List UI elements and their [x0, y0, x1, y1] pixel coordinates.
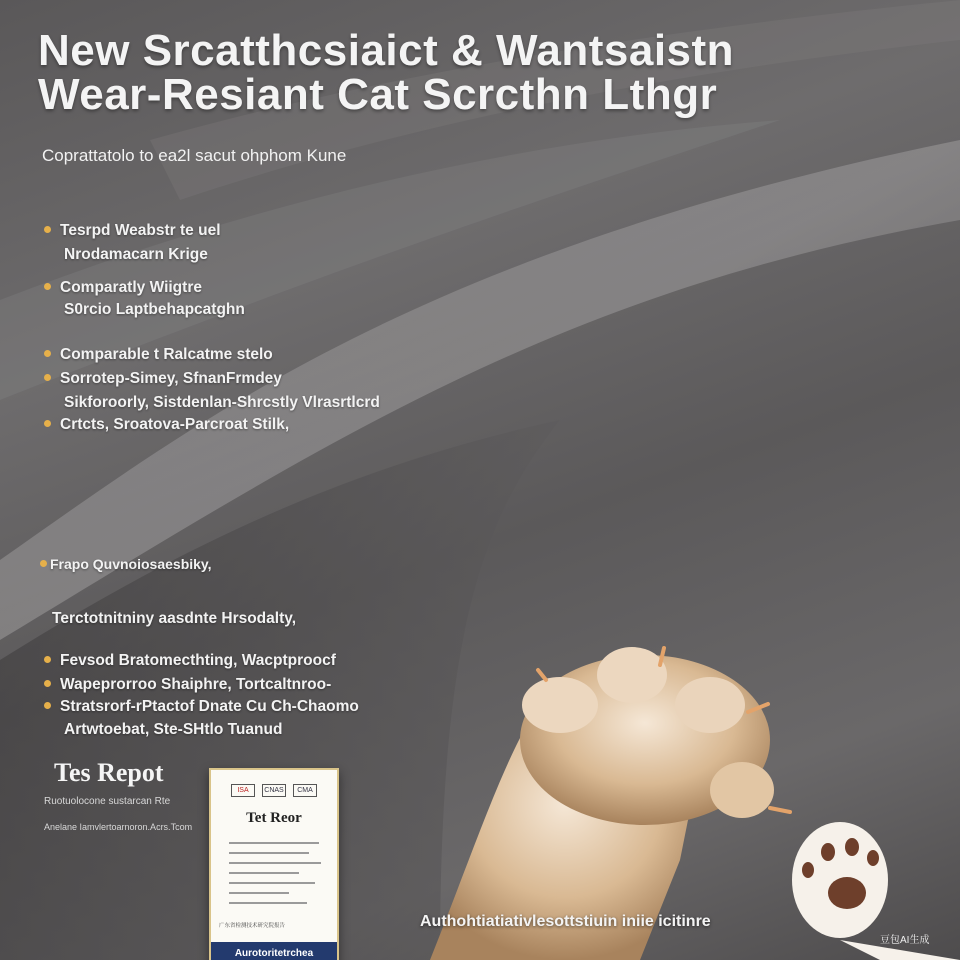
certificate-logo: CMA — [293, 784, 317, 797]
bullet-icon — [40, 560, 47, 567]
certificate-band: Aurotoritetrchea — [211, 942, 337, 960]
feature-item: Crtcts, Sroatova-Parcroat Stilk, — [44, 416, 289, 434]
headline-line-2: Wear-Resiant Cat Scrcthn Lthgr — [38, 70, 718, 119]
certificate-logo: ISA — [231, 784, 255, 797]
feature-item: Nrodamacarn Krige — [64, 246, 208, 263]
certificate-text-line — [229, 852, 309, 854]
feature-item: S0rcio Laptbehapcatghn — [64, 301, 245, 318]
feature-item: Artwtoebat, Ste-SHtlo Tuanud — [64, 721, 283, 738]
bullet-icon — [44, 374, 51, 381]
ai-watermark: 豆包AI生成 — [880, 935, 930, 946]
feature-item: Comparable t Ralcatme stelo — [44, 346, 273, 364]
subtitle: Coprattatolo to ea2l sacut ohphom Kune — [42, 146, 347, 165]
feature-item: Terctotnitniny aasdnte Hrsodalty, — [52, 610, 297, 627]
cat-paw-pads — [792, 822, 960, 960]
certificate-text-line — [229, 882, 315, 884]
certificate-text-line — [229, 842, 319, 844]
bullet-icon — [44, 420, 51, 427]
certificate-text-line — [229, 892, 289, 894]
certificate-title: Tet Reor — [246, 810, 302, 826]
certificate-text-line — [229, 862, 321, 864]
certificate-logos — [231, 784, 317, 797]
feature-item: Fevsod Bratomecthting, Wacptproocf — [44, 652, 336, 670]
test-report-title: Tes Repot — [54, 758, 164, 787]
bullet-icon — [44, 283, 51, 290]
feature-item: Sikforoorly, Sistdenlan-Shrcstly Vlrasrtlcrd — [64, 394, 380, 411]
test-report-subtitle: Ruotuolocone sustarcan Rte — [44, 796, 171, 807]
feature-item: Tesrpd Weabstr te uel — [44, 222, 221, 240]
feature-item: Frapo Quvnoiosaesbiky, — [40, 556, 212, 572]
feature-item: Wapeprorroo Shaiphre, Tortcaltnroo- — [44, 676, 331, 694]
certificate-text-line — [229, 902, 307, 904]
feature-item: Stratsrorf-rPtactof Dnate Cu Ch-Chaomo — [44, 698, 359, 716]
bullet-icon — [44, 656, 51, 663]
bullet-icon — [44, 350, 51, 357]
bottom-caption: Authohtiatiativlesottstiuin iniie icitinre — [420, 913, 711, 930]
bullet-icon — [44, 226, 51, 233]
bullet-icon — [44, 680, 51, 687]
test-report-caption: Anelane Iamvlertoarnoron.Acrs.Tcom — [44, 822, 193, 832]
certificate-text-line — [229, 872, 299, 874]
certificate-footer: 广东省检测技术研究院报告 — [219, 923, 286, 929]
bullet-icon — [44, 702, 51, 709]
headline-line-1: New Srcatthcsiaict & Wantsaistn — [38, 26, 735, 75]
certificate-logo: CNAS — [262, 784, 286, 797]
test-report-certificate — [209, 768, 339, 960]
feature-item: Sorrotep-Simey, SfnanFrmdey — [44, 370, 282, 388]
feature-item: Comparatly Wiigtre — [44, 279, 202, 297]
